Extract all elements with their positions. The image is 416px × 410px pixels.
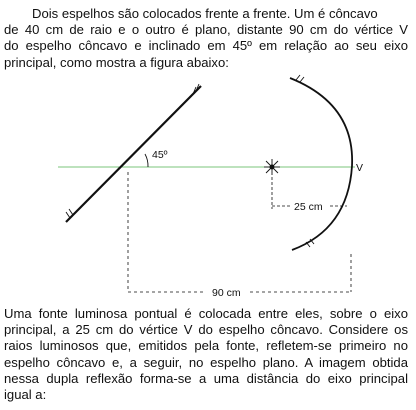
angle-label: 45º	[152, 149, 168, 161]
intro-line-3: do espelho côncavo e inclinado em 45º em relação ao seu eixo	[4, 38, 408, 54]
plane-mirror	[66, 86, 201, 222]
concave-mirror-hatch	[296, 75, 314, 247]
concave-mirror	[290, 78, 352, 250]
problem-question-paragraph	[4, 306, 408, 403]
light-source	[264, 159, 280, 175]
plane-mirror-hatch	[66, 84, 199, 218]
intro-line-1: Dois espelhos são colocados frente a frente. Um é côncavo	[32, 6, 378, 21]
problem-intro-paragraph	[4, 6, 408, 71]
question-line-2: principal, a 25 cm do vértice V do espelho côncavo. Considere os	[4, 322, 408, 338]
question-line-1: Uma fonte luminosa pontual é colocada entre eles, sobre o eixo	[4, 306, 408, 321]
mirrors-figure	[0, 74, 416, 304]
intro-line-4: principal, como mostra a figura abaixo:	[4, 54, 229, 70]
mirrors-diagram	[0, 74, 416, 304]
distance-source-label: 25 cm	[294, 201, 323, 213]
distance-mirrors-label: 90 cm	[212, 287, 241, 299]
question-line-4: espelho côncavo e, a seguir, no espelho plano. A imagem obtida	[4, 354, 408, 370]
question-line-3: raios luminosos que, emitidos pela fonte, refletem-se primeiro no	[4, 338, 408, 354]
question-line-5: nessa dupla reflexão forma-se a uma distância do eixo principal	[4, 370, 408, 386]
question-line-6: igual a:	[4, 387, 47, 403]
angle-arc	[145, 154, 148, 167]
vertex-label: V	[356, 162, 364, 174]
intro-line-2: de 40 cm de raio e o outro é plano, distante 90 cm do vértice V	[4, 22, 408, 38]
